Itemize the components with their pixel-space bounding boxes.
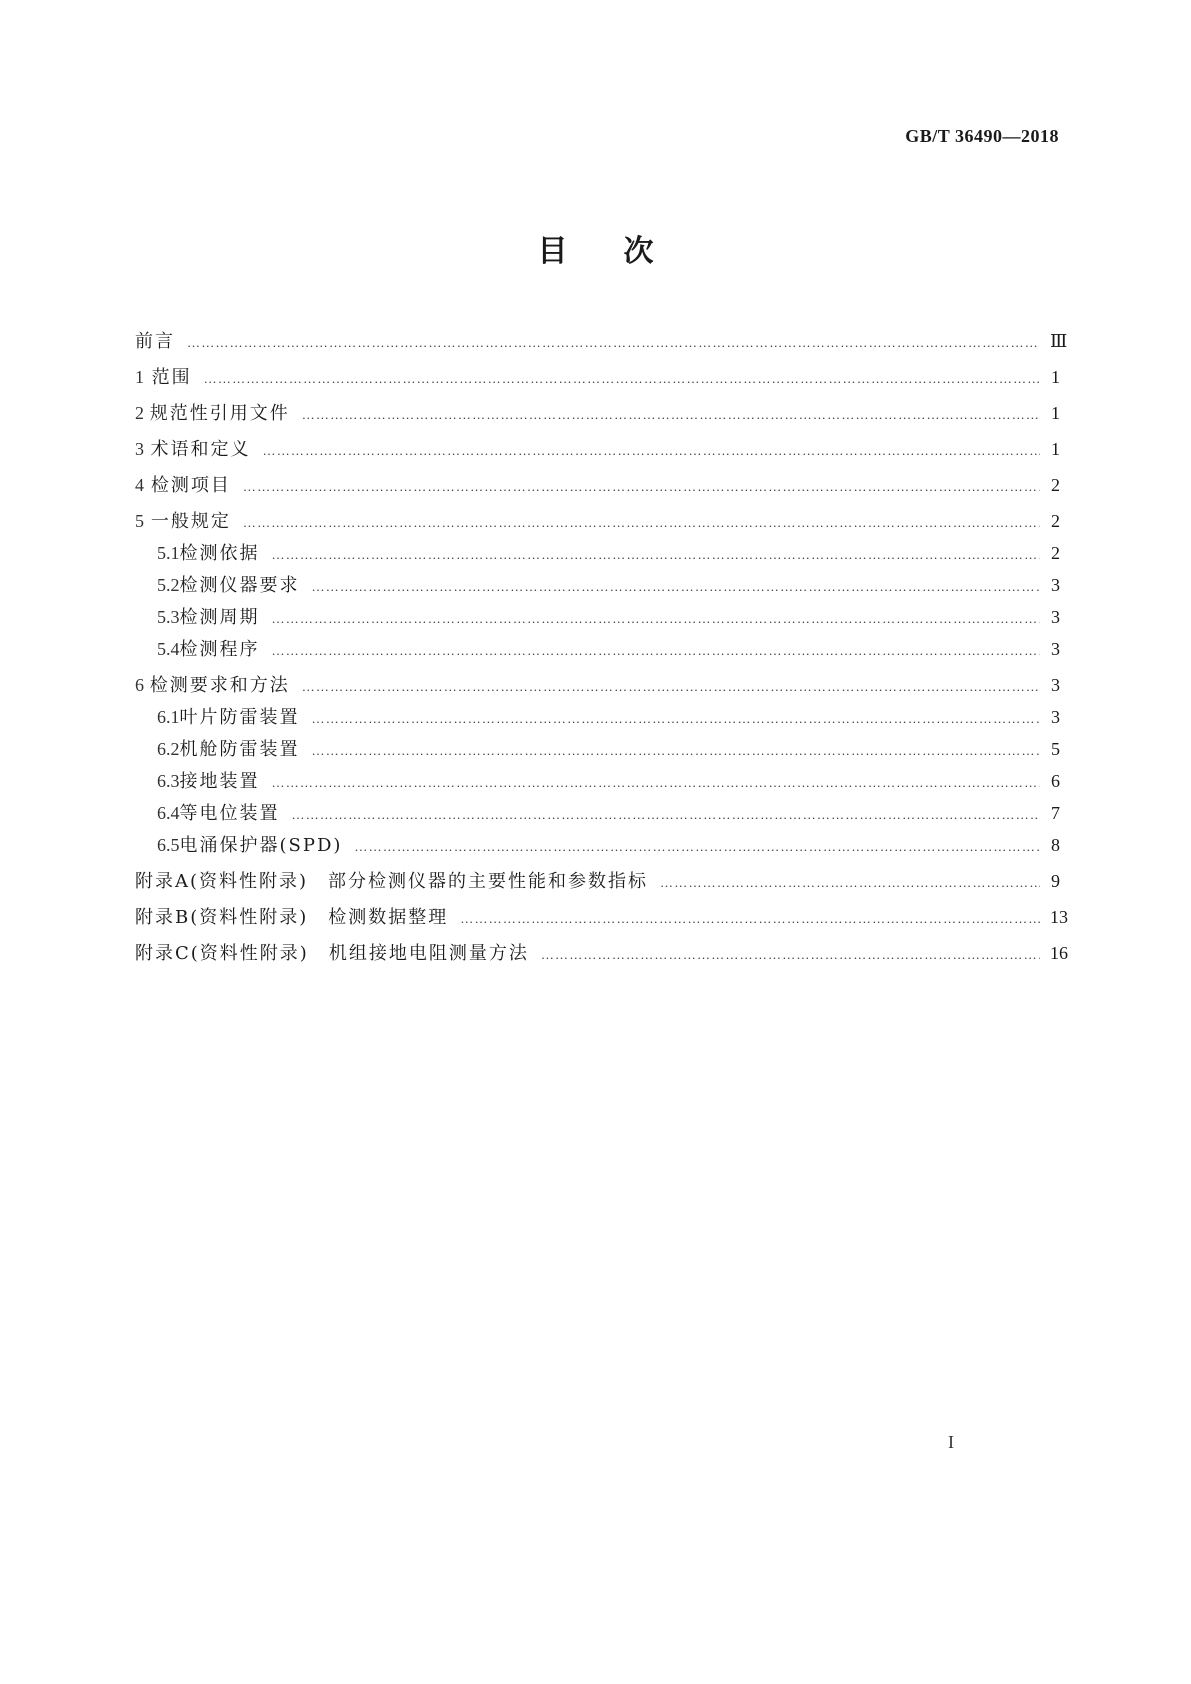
- toc-section-number: 5.4: [157, 639, 180, 659]
- toc-section-number: 6.1: [157, 707, 180, 727]
- toc-page-number: 2: [1051, 511, 1060, 531]
- toc-section-number: 5.3: [157, 607, 180, 627]
- toc-page-number: 3: [1051, 675, 1060, 695]
- toc-label: 检测程序: [179, 639, 260, 660]
- toc-leader-dots: [272, 539, 1041, 571]
- toc-entry-5[interactable]: [135, 505, 1060, 537]
- toc-leader-dots: [272, 603, 1041, 635]
- toc-page-number: 16: [1050, 943, 1068, 963]
- toc-label: 附录B(资料性附录) 检测数据整理: [135, 907, 449, 928]
- toc-label: 术语和定义: [150, 439, 251, 460]
- toc-page-number: 9: [1051, 871, 1060, 891]
- toc-page-number: 6: [1051, 771, 1060, 791]
- toc-page-number: 3: [1051, 607, 1060, 627]
- toc-entry-5-1[interactable]: [135, 537, 1060, 569]
- toc-label: 检测周期: [179, 607, 260, 628]
- toc-label: 检测要求和方法: [149, 675, 290, 696]
- toc-entry-annex-b[interactable]: [135, 901, 1068, 933]
- table-of-contents: [135, 325, 1068, 969]
- toc-leader-dots: [312, 703, 1041, 735]
- toc-entry-5-2[interactable]: [135, 569, 1060, 601]
- toc-section-number: 6.3: [157, 771, 180, 791]
- toc-label: 等电位装置: [179, 803, 280, 824]
- toc-leader-dots: [302, 671, 1040, 703]
- toc-label: 范围: [151, 367, 192, 388]
- toc-page-number: 1: [1051, 367, 1060, 387]
- toc-section-number: 2: [135, 403, 144, 423]
- toc-page-number: 3: [1051, 575, 1060, 595]
- toc-section-number: 6.4: [157, 803, 180, 823]
- toc-section-number: 1: [135, 367, 144, 387]
- toc-label: 规范性引用文件: [149, 403, 290, 424]
- toc-page-number: 13: [1050, 907, 1068, 927]
- toc-entry-5-4[interactable]: [135, 633, 1060, 665]
- toc-leader-dots: [187, 327, 1040, 359]
- toc-label: 电涌保护器(SPD): [179, 835, 343, 856]
- toc-leader-dots: [272, 635, 1041, 667]
- toc-section-number: 6: [135, 675, 144, 695]
- toc-entry-annex-c[interactable]: [135, 937, 1068, 969]
- toc-page-number: Ⅲ: [1050, 331, 1068, 351]
- toc-entry-4[interactable]: [135, 469, 1060, 501]
- toc-label: 检测依据: [179, 543, 260, 564]
- toc-page-number: 3: [1051, 707, 1060, 727]
- toc-leader-dots: [243, 507, 1040, 539]
- toc-page-number: 3: [1051, 639, 1060, 659]
- toc-section-number: 6.5: [157, 835, 180, 855]
- toc-entry-2[interactable]: [135, 397, 1060, 429]
- toc-page-number: 1: [1051, 439, 1060, 459]
- toc-leader-dots: [312, 571, 1041, 603]
- toc-leader-dots: [292, 799, 1041, 831]
- toc-page-number: 8: [1051, 835, 1060, 855]
- toc-leader-dots: [354, 831, 1040, 863]
- toc-label: 叶片防雷装置: [179, 707, 300, 728]
- toc-section-number: 4: [135, 475, 144, 495]
- toc-section-number: 5.1: [157, 543, 180, 563]
- toc-page-number: 7: [1051, 803, 1060, 823]
- toc-entry-1[interactable]: [135, 361, 1060, 393]
- toc-entry-5-3[interactable]: [135, 601, 1060, 633]
- toc-entry-6-4[interactable]: [135, 797, 1060, 829]
- toc-entry-6-1[interactable]: [135, 701, 1060, 733]
- toc-entry-annex-a[interactable]: [135, 865, 1060, 897]
- toc-entry-6-3[interactable]: [135, 765, 1060, 797]
- toc-leader-dots: [302, 399, 1040, 431]
- toc-section-number: 3: [135, 439, 144, 459]
- toc-section-number: 6.2: [157, 739, 180, 759]
- standard-number: GB/T 36490—2018: [905, 126, 1059, 146]
- toc-leader-dots: [204, 363, 1040, 395]
- toc-label: 接地装置: [179, 771, 260, 792]
- toc-entry-6-2[interactable]: [135, 733, 1060, 765]
- toc-label: 附录C(资料性附录) 机组接地电阻测量方法: [135, 943, 529, 964]
- toc-label: 检测项目: [150, 475, 231, 496]
- toc-label: 一般规定: [150, 511, 231, 532]
- toc-page-number: 1: [1051, 403, 1060, 423]
- toc-page-number: 5: [1051, 739, 1060, 759]
- toc-leader-dots: [460, 903, 1040, 935]
- toc-leader-dots: [541, 939, 1040, 971]
- toc-entry-6-5[interactable]: [135, 829, 1060, 861]
- toc-leader-dots: [243, 471, 1040, 503]
- toc-section-number: 5.2: [157, 575, 180, 595]
- toc-leader-dots: [263, 435, 1041, 467]
- toc-leader-dots: [272, 767, 1041, 799]
- toc-entry-6[interactable]: [135, 669, 1060, 701]
- toc-entry-foreword[interactable]: [135, 325, 1068, 357]
- toc-label: 附录A(资料性附录) 部分检测仪器的主要性能和参数指标: [135, 871, 649, 892]
- page-title: 目次: [537, 234, 710, 269]
- toc-label: 前言: [135, 331, 175, 352]
- toc-label: 机舱防雷装置: [179, 739, 300, 760]
- toc-leader-dots: [660, 867, 1040, 899]
- toc-page-number: 2: [1051, 475, 1060, 495]
- page-number: I: [948, 1432, 954, 1452]
- toc-leader-dots: [312, 735, 1041, 767]
- toc-entry-3[interactable]: [135, 433, 1060, 465]
- toc-label: 检测仪器要求: [179, 575, 300, 596]
- toc-section-number: 5: [135, 511, 144, 531]
- toc-page-number: 2: [1051, 543, 1060, 563]
